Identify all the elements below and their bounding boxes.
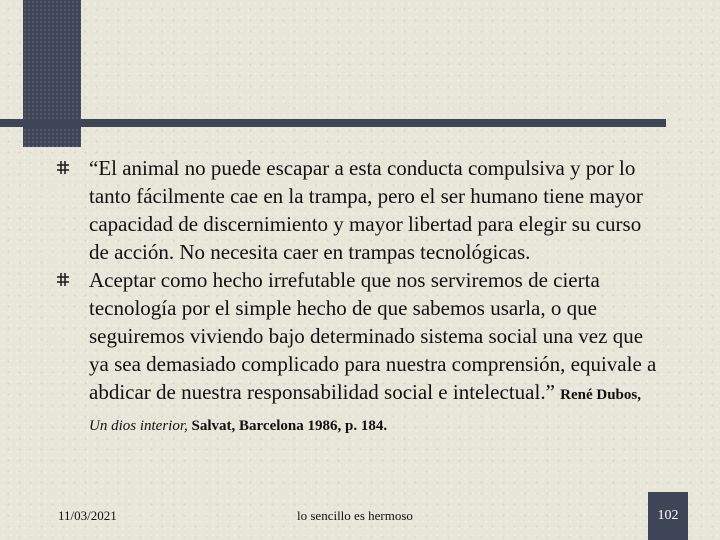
footer-date: 11/03/2021 (58, 508, 117, 523)
bullet-text: Aceptar como hecho irrefutable que nos serviremos de cierta tecnología por el simple hecho de que sabemos usarla, o que seguiremos viviendo bajo determinado sistema social una vez que ya sea demasiado complicado para nuestra comprensión, equivale a abdicar de nuestra responsabilidad social e intelectual.” (89, 268, 657, 404)
footer-center-text: lo sencillo es hermoso (297, 508, 413, 523)
citation-title: Un dios interior, (89, 418, 188, 434)
citation-author: René Dubos, (560, 387, 641, 403)
hash-bullet-icon (57, 161, 69, 174)
bullet-item (57, 266, 657, 440)
decorative-horizontal-bar (0, 119, 666, 127)
hash-bullet-icon (57, 273, 69, 286)
citation-publisher: Salvat, Barcelona 1986, p. 184. (191, 418, 388, 434)
page-number: 102 (657, 508, 679, 523)
bullet-item (57, 154, 657, 266)
slide-content (57, 154, 657, 440)
bullet-text: “El animal no puede escapar a esta conducta compulsiva y por lo tanto fácilmente cae en la trampa, pero el ser humano tiene mayor capacidad de discernimiento y mayor libertad para elegir su curso de acción. No necesita caer en trampas tecnológicas. (89, 156, 643, 264)
